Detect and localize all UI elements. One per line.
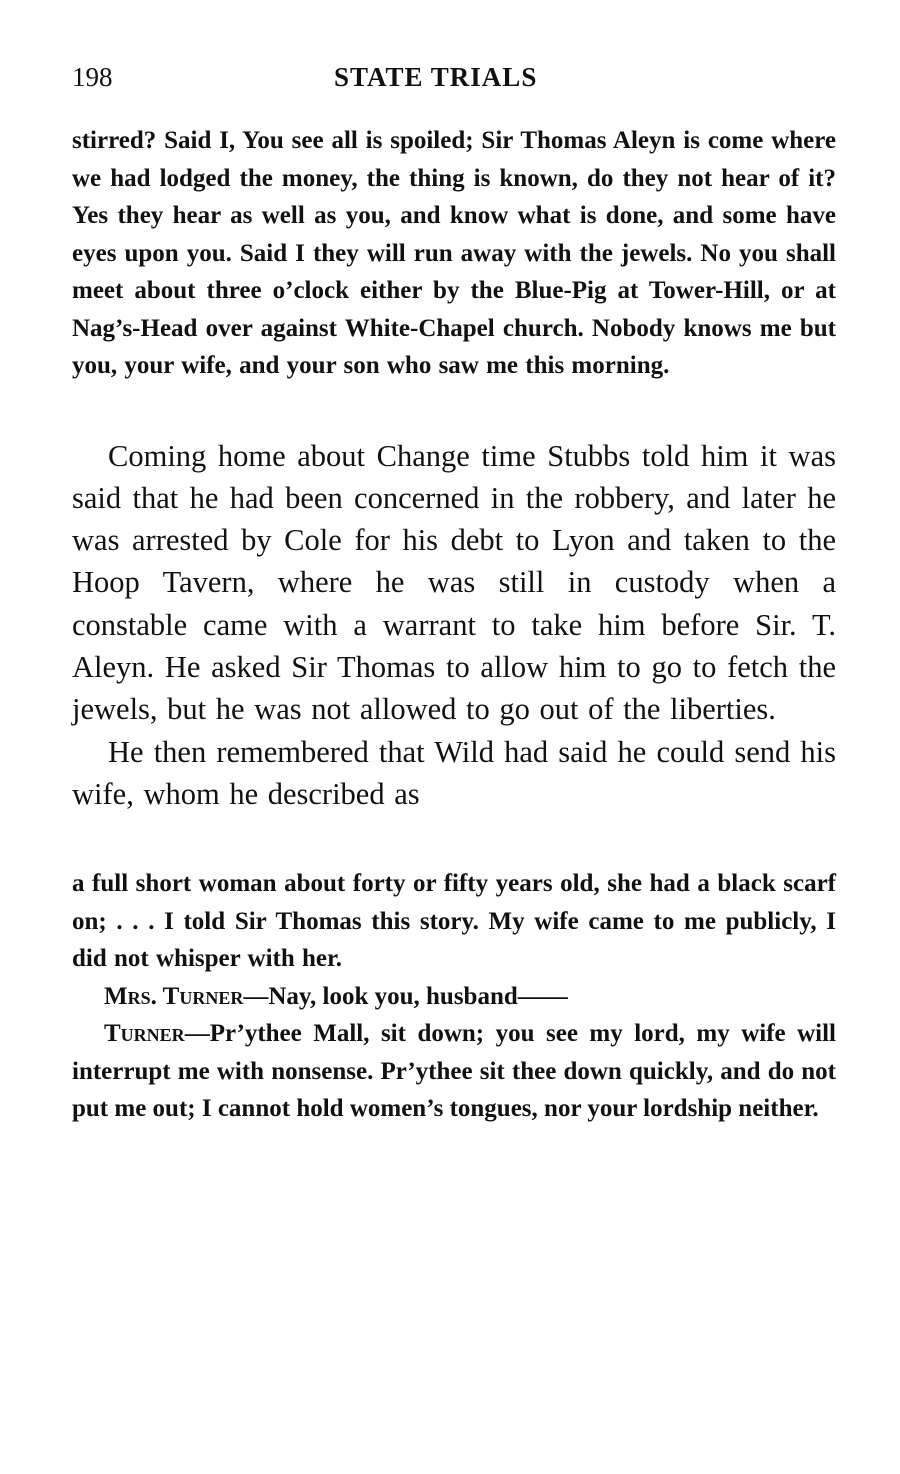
speaker-name: Turner: [104, 1020, 185, 1048]
narrative-paragraph-1: Coming home about Change time Stubbs told him it was said that he had been concerned in the robbery, and later he was arrested by Cole for his debt to Lyon and taken to the Hoop Tavern, where he was still in custody when a constable came with a warrant to take him before Sir. T. Aleyn. He asked Sir Thomas to allow him to go to fetch the jewels, but he was not allowed to go out of the liberties.: [72, 438, 836, 727]
page-number: 198: [72, 62, 113, 92]
running-title: STATE TRIALS: [334, 62, 538, 92]
running-head: [72, 58, 836, 102]
speech-text: —Nay, look you, husband——: [243, 982, 568, 1010]
speaker-name: Mrs. Turner: [104, 982, 244, 1010]
speech-text: —Pr’ythee Mall, sit down; you see my lord, my wife will interrupt me with nonsense. Pr’ythee sit thee down quickly, and do not put me out; I cannot hold women’s tongues, nor your lordship neither.: [72, 1020, 836, 1123]
narrative-paragraph-2: He then remembered that Wild had said he could send his wife, whom he described as: [72, 734, 836, 811]
speech-turner: [72, 1015, 836, 1128]
book-page: [72, 58, 836, 1128]
speech-mrs-turner: [72, 978, 836, 1016]
quoted-testimony-2: a full short woman about forty or fifty years old, she had a black scarf on; . . . I told Sir Thomas this story. My wife came to me publicly, I did not whisper with her.: [72, 870, 836, 973]
quoted-testimony-1: stirred? Said I, You see all is spoiled; Sir Thomas Aleyn is come where we had lodged the money, the thing is known, do they not hear of it? Yes they hear as well as you, and know what is done, and some have eyes upon you. Said I they will run away with the jewels. No you shall meet about three o’clock either by the Blue-Pig at Tower-Hill, or at Nag’s-Head over against White-Chapel church. Nobody knows me but you, your wife, and your son who saw me this morning.: [72, 127, 836, 379]
